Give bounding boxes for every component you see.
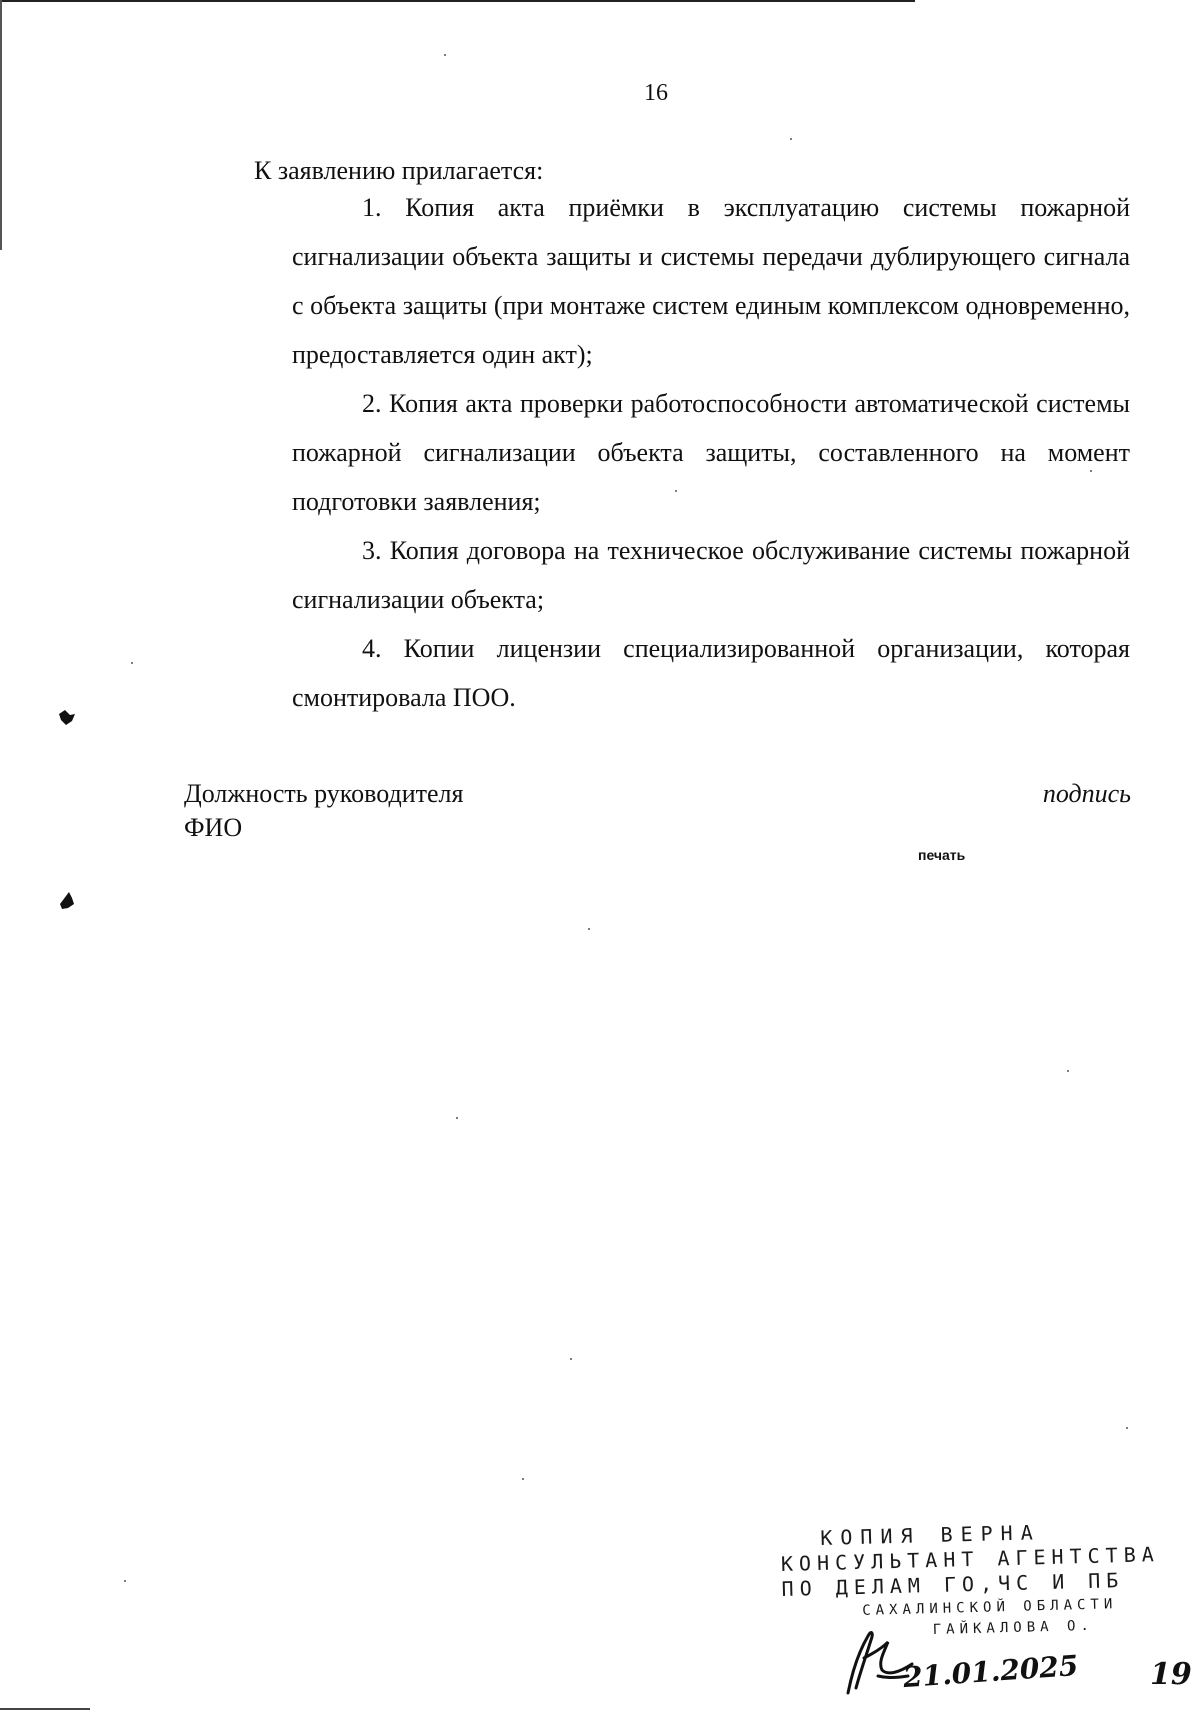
- attachment-item: 3. Копия договора на техническое обслуживание системы пожарной сигнализации объекта;: [292, 536, 1130, 614]
- stamp-line-consultant: КОНСУЛЬТАНТ АГЕНТСТВА: [780, 1542, 1161, 1576]
- scan-speck: [675, 490, 677, 492]
- attachments-list: [292, 183, 1130, 722]
- attachment-item: 2. Копия акта проверки работоспособности автоматической системы пожарной сигнализации объекта защиты, составленного на момент подготовки заявления;: [292, 389, 1130, 516]
- stamp-line-copy-true: КОПИЯ ВЕРНА: [819, 1520, 1041, 1550]
- scan-speck: [790, 138, 792, 140]
- scan-speck: [131, 662, 133, 664]
- scan-speck: [124, 1580, 126, 1582]
- stamp-line-agency: ПО ДЕЛАМ ГО,ЧС И ПБ: [781, 1568, 1125, 1601]
- sheet-number: 19: [1150, 1657, 1192, 1692]
- scan-speck: [444, 54, 446, 56]
- scan-artifact-mark: [56, 890, 78, 912]
- signature-label: подпись: [1042, 779, 1131, 808]
- stamp-line-region: САХАЛИНСКОЙ ОБЛАСТИ: [862, 1596, 1118, 1619]
- scan-speck: [1067, 1070, 1069, 1072]
- scan-edge-top: [0, 0, 915, 2]
- attachments-title: К заявлению прилагается:: [254, 156, 544, 185]
- scan-speck: [570, 1358, 572, 1360]
- scan-edge-left: [0, 0, 2, 250]
- scan-speck: [1090, 470, 1092, 472]
- certification-stamp: [780, 1518, 1161, 1644]
- head-position-label: Должность руководителя: [184, 779, 464, 808]
- head-name-label: ФИО: [184, 813, 243, 842]
- scan-speck: [1126, 1427, 1128, 1429]
- stamp-line-name: ГАЙКАЛОВА О.: [932, 1617, 1095, 1639]
- scan-artifact-mark: [56, 706, 78, 728]
- scan-speck: [588, 928, 590, 930]
- scan-speck: [522, 1478, 524, 1480]
- scan-speck: [456, 1117, 458, 1119]
- attachment-item: 1. Копия акта приёмки в эксплуатацию системы пожарной сигнализации объекта защиты и системы передачи дублирующего сигнала с объекта защиты (при монтаже систем единым комплексом одновременно, предоставляется один акт);: [292, 193, 1130, 369]
- page-number: 16: [644, 80, 668, 106]
- attachment-item: 4. Копии лицензии специализированной организации, которая смонтировала ПОО.: [292, 634, 1130, 712]
- seal-label: печать: [918, 847, 966, 863]
- handwritten-date: 21.01.2025: [902, 1648, 1080, 1695]
- scan-edge-bottom: [0, 1708, 90, 1710]
